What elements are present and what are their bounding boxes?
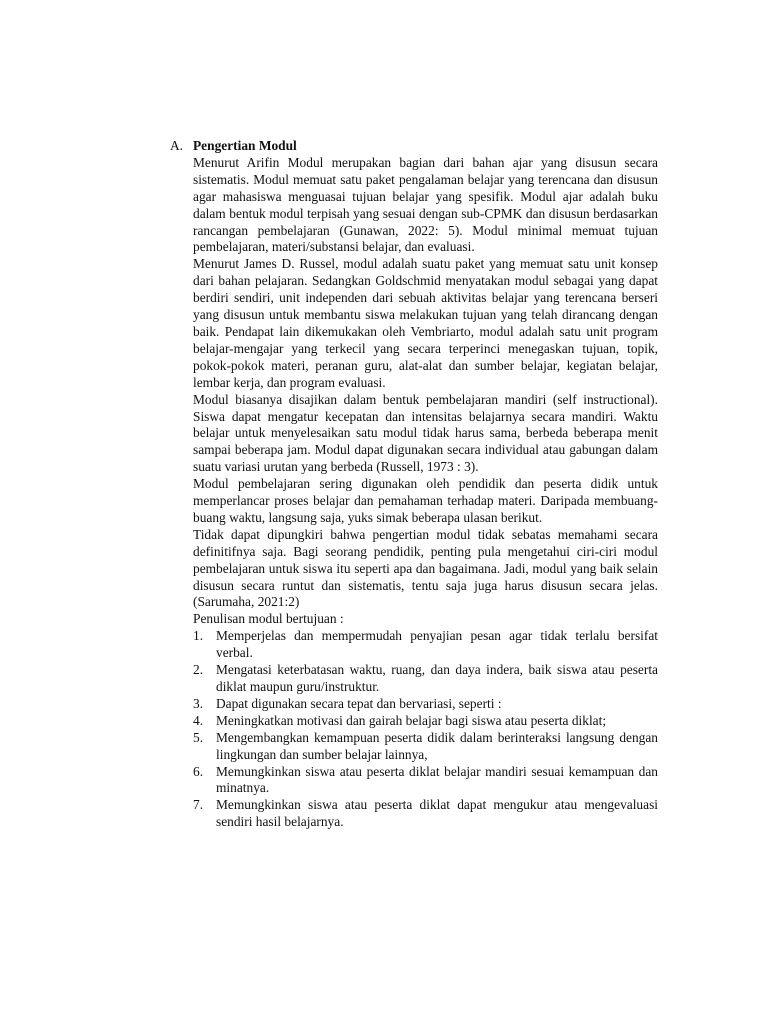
list-item [193,662,658,696]
list-number: 2. [193,662,204,678]
list-number: 7. [193,797,204,813]
paragraph: Menurut Arifin Modul merupakan bagian dari bahan ajar yang disusun secara sistematis. Modul memuat satu paket pengalaman belajar yang terencana dan disusun agar mahasiswa menguasai tujuan belajar yang spesifik. Modul ajar adalah buku dalam bentuk modul terpisah yang sesuai dengan sub-CPMK dan disusun berdasarkan rancangan pembelajaran (Gunawan, 2022: 5). Modul minimal memuat tujuan pembelajaran, materi/substansi belajar, dan evaluasi. [193,154,658,255]
list-text: Meningkatkan motivasi dan gairah belajar bagi siswa atau peserta diklat; [216,712,607,728]
list-number: 4. [193,712,204,728]
paragraph: Modul biasanya disajikan dalam bentuk pembelajaran mandiri (self instructional). Siswa dapat mengatur kecepatan dan intensitas belajarnya secara mandiri. Waktu belajar untuk menyelesaikan satu modul tidak harus sama, berbeda beberapa menit sampai beberapa jam. Modul dapat digunakan secara individual atau gabungan dalam suatu variasi urutan yang berbeda (Russell, 1973 : 3). [193,391,658,475]
list-item [193,696,658,713]
list-number: 5. [193,729,204,745]
section-letter: A. [170,138,184,153]
list-number: 6. [193,763,204,779]
paragraph: Modul pembelajaran sering digunakan oleh pendidik dan peserta didik untuk memperlancar proses belajar dan pemahaman terhadap materi. Daripada membuang-buang waktu, langsung saja, yuks simak beberapa ulasan berikut. [193,476,658,525]
list-text: Dapat digunakan secara tepat dan bervariasi, seperti : [216,695,502,711]
list-number: 1. [193,628,204,644]
paragraph: Tidak dapat dipungkiri bahwa pengertian modul tidak sebatas memahami secara definitifnya saja. Bagi seorang pendidik, penting pula mengetahui ciri-ciri modul pembelajaran untuk siswa itu seperti apa dan bagaimana. Jadi, modul yang baik selain disusun secara runtut dan sistematis, tentu saja juga harus disusun secara jelas.(Sarumaha, 2021:2) [193,526,658,610]
section-body [193,155,658,831]
section-title: Pengertian Modul [193,138,297,153]
list-item [193,628,658,662]
paragraph: Penulisan modul bertujuan : [193,611,344,627]
paragraph: Menurut James D. Russel, modul adalah suatu paket yang memuat satu unit konsep dari bahan pelajaran. Sedangkan Goldschmid menyatakan modul sebagai yang dapat berdiri sendiri, unit independen dari sebuah aktivitas belajar yang terencana berseri yang disusun untuk membantu siswa melakukan tujuan yang telah dirancang dengan baik. Pendapat lain dikemukakan oleh Vembriarto, modul adalah satu unit program belajar-mengajar yang terkecil yang secara terperinci menegaskan tujuan, topik, pokok-pokok materi, peranan guru, alat-alat dan sumber belajar, kegiatan belajar, lembar kerja, dan program evaluasi. [193,256,658,390]
purpose-list [193,628,658,831]
section-pengertian-modul [170,138,658,831]
list-text: Mengembangkan kemampuan peserta didik dalam berinteraksi langsung dengan lingkungan dan sumber belajar lainnya, [216,729,658,762]
list-number: 3. [193,695,204,711]
list-item [193,730,658,764]
list-text: Memungkinkan siswa atau peserta diklat dapat mengukur atau mengevaluasi sendiri hasil belajarnya. [216,797,658,830]
list-item [193,797,658,831]
list-item [193,764,658,798]
list-item [193,713,658,730]
section-heading [170,138,658,155]
list-text: Mengatasi keterbatasan waktu, ruang, dan daya indera, baik siswa atau peserta diklat maupun guru/instruktur. [216,662,658,694]
list-text: Memperjelas dan mempermudah penyajian pesan agar tidak terlalu bersifat verbal. [216,628,658,661]
list-text: Memungkinkan siswa atau peserta diklat belajar mandiri sesuai kemampuan dan minatnya. [216,763,658,796]
